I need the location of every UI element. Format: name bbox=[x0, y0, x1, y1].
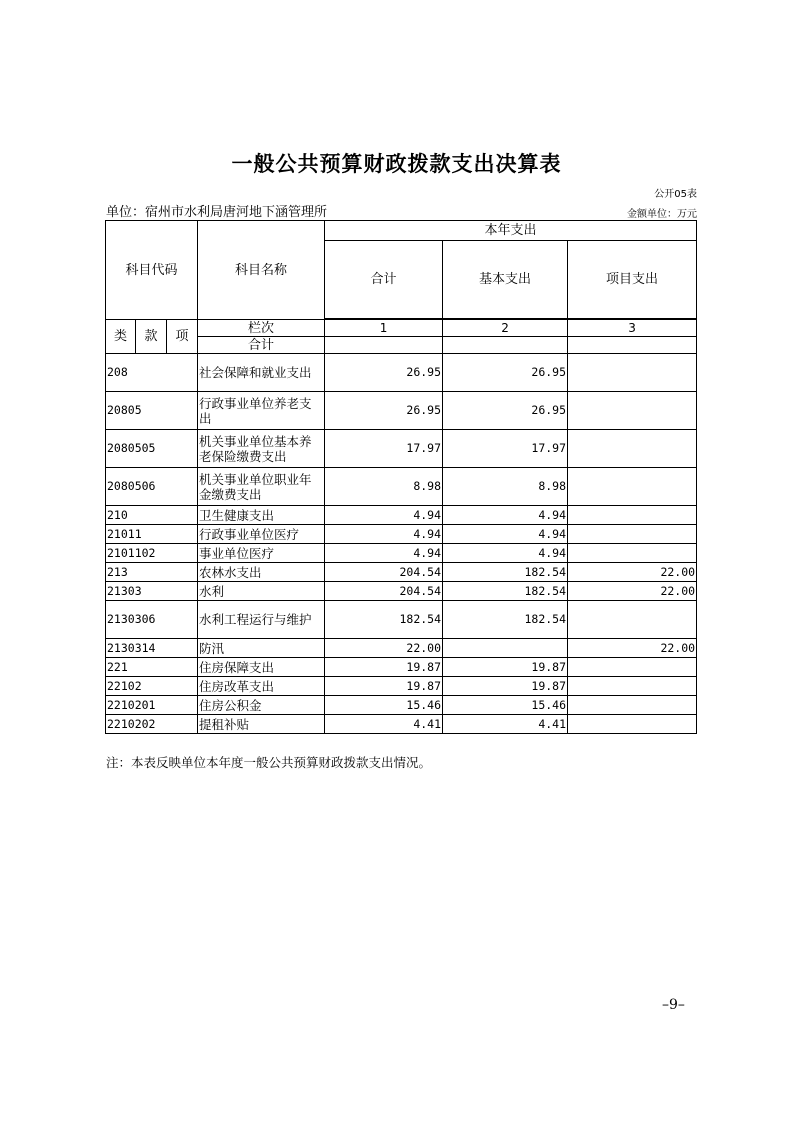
row-name: 行政事业单位养老支出 bbox=[198, 392, 325, 430]
table-row bbox=[106, 525, 697, 544]
row-basic: 8.98 bbox=[443, 468, 568, 506]
row-code: 2210201 bbox=[106, 696, 198, 715]
row-project bbox=[568, 430, 697, 468]
table-row bbox=[106, 696, 697, 715]
row-project bbox=[568, 677, 697, 696]
row-basic: 4.94 bbox=[443, 506, 568, 525]
row-total: 182.54 bbox=[325, 601, 443, 639]
row-basic: 4.94 bbox=[443, 544, 568, 563]
row-total: 4.94 bbox=[325, 544, 443, 563]
row-total: 19.87 bbox=[325, 658, 443, 677]
row-basic: 182.54 bbox=[443, 563, 568, 582]
form-number: 公开05表 bbox=[654, 189, 697, 200]
row-code: 22102 bbox=[106, 677, 198, 696]
row-code: 2130314 bbox=[106, 639, 198, 658]
header-row-1 bbox=[106, 221, 697, 241]
row-basic: 17.97 bbox=[443, 430, 568, 468]
row-code: 21011 bbox=[106, 525, 198, 544]
row-total: 17.97 bbox=[325, 430, 443, 468]
row-code: 210 bbox=[106, 506, 198, 525]
row-basic: 15.46 bbox=[443, 696, 568, 715]
row-code: 221 bbox=[106, 658, 198, 677]
row-name: 卫生健康支出 bbox=[198, 506, 325, 525]
row-total: 204.54 bbox=[325, 563, 443, 582]
row-project bbox=[568, 468, 697, 506]
table-row bbox=[106, 468, 697, 506]
row-name: 农林水支出 bbox=[198, 563, 325, 582]
header-total: 合计 bbox=[325, 241, 443, 319]
sum-project-cell bbox=[568, 337, 697, 354]
row-name: 水利 bbox=[198, 582, 325, 601]
row-project bbox=[568, 354, 697, 392]
row-total: 4.41 bbox=[325, 715, 443, 734]
row-basic: 182.54 bbox=[443, 601, 568, 639]
row-project bbox=[568, 601, 697, 639]
table-note: 注：本表反映单位本年度一般公共预算财政拨款支出情况。 bbox=[106, 755, 432, 770]
sum-total-cell bbox=[325, 337, 443, 354]
table-row bbox=[106, 563, 697, 582]
row-name: 住房改革支出 bbox=[198, 677, 325, 696]
money-unit: 金额单位：万元 bbox=[627, 209, 697, 220]
table-row bbox=[106, 354, 697, 392]
row-name: 提租补贴 bbox=[198, 715, 325, 734]
table-row bbox=[106, 601, 697, 639]
row-code: 2080506 bbox=[106, 468, 198, 506]
row-name: 防汛 bbox=[198, 639, 325, 658]
row-total: 4.94 bbox=[325, 525, 443, 544]
row-project bbox=[568, 715, 697, 734]
row-total: 204.54 bbox=[325, 582, 443, 601]
row-code: 2130306 bbox=[106, 601, 198, 639]
header-xiang: 项 bbox=[167, 320, 198, 354]
row-name: 水利工程运行与维护 bbox=[198, 601, 325, 639]
row-code: 208 bbox=[106, 354, 198, 392]
sum-basic-cell bbox=[443, 337, 568, 354]
row-total: 26.95 bbox=[325, 354, 443, 392]
row-name: 机关事业单位职业年金缴费支出 bbox=[198, 468, 325, 506]
row-code: 2101102 bbox=[106, 544, 198, 563]
row-basic bbox=[443, 639, 568, 658]
row-project bbox=[568, 392, 697, 430]
row-name: 社会保障和就业支出 bbox=[198, 354, 325, 392]
reporting-unit: 单位：宿州市水利局唐河地下涵管理所 bbox=[106, 205, 328, 220]
header-code: 科目代码 bbox=[106, 221, 198, 320]
row-project bbox=[568, 506, 697, 525]
column-number-row bbox=[106, 320, 697, 337]
table-row bbox=[106, 658, 697, 677]
row-basic: 26.95 bbox=[443, 354, 568, 392]
row-name: 住房公积金 bbox=[198, 696, 325, 715]
header-basic: 基本支出 bbox=[443, 241, 568, 319]
header-project: 项目支出 bbox=[568, 241, 697, 319]
row-name: 住房保障支出 bbox=[198, 658, 325, 677]
column-label: 栏次 bbox=[198, 320, 325, 337]
table-row bbox=[106, 582, 697, 601]
col-number-2: 2 bbox=[443, 320, 568, 337]
row-code: 20805 bbox=[106, 392, 198, 430]
sum-label: 合计 bbox=[198, 337, 325, 354]
table-row bbox=[106, 639, 697, 658]
row-total: 4.94 bbox=[325, 506, 443, 525]
table-row bbox=[106, 506, 697, 525]
col-number-1: 1 bbox=[325, 320, 443, 337]
table-row bbox=[106, 544, 697, 563]
row-code: 21303 bbox=[106, 582, 198, 601]
row-project bbox=[568, 696, 697, 715]
row-total: 19.87 bbox=[325, 677, 443, 696]
row-basic: 182.54 bbox=[443, 582, 568, 601]
table-row bbox=[106, 430, 697, 468]
col-number-3: 3 bbox=[568, 320, 697, 337]
row-basic: 26.95 bbox=[443, 392, 568, 430]
table-row bbox=[106, 677, 697, 696]
header-current-year: 本年支出 bbox=[325, 221, 697, 241]
row-code: 213 bbox=[106, 563, 198, 582]
row-basic: 4.41 bbox=[443, 715, 568, 734]
header-name: 科目名称 bbox=[198, 221, 325, 320]
row-name: 事业单位医疗 bbox=[198, 544, 325, 563]
page-title: 一般公共预算财政拨款支出决算表 bbox=[231, 152, 562, 176]
row-project: 22.00 bbox=[568, 582, 697, 601]
row-total: 8.98 bbox=[325, 468, 443, 506]
row-code: 2210202 bbox=[106, 715, 198, 734]
expenditure-table bbox=[105, 220, 697, 734]
row-total: 26.95 bbox=[325, 392, 443, 430]
row-project: 22.00 bbox=[568, 639, 697, 658]
row-project bbox=[568, 658, 697, 677]
row-name: 行政事业单位医疗 bbox=[198, 525, 325, 544]
header-lei: 类 bbox=[106, 320, 136, 354]
table-row bbox=[106, 715, 697, 734]
row-total: 15.46 bbox=[325, 696, 443, 715]
page-number: –9– bbox=[662, 997, 685, 1013]
row-project: 22.00 bbox=[568, 563, 697, 582]
row-basic: 4.94 bbox=[443, 525, 568, 544]
header-kuan: 款 bbox=[136, 320, 167, 354]
table-row bbox=[106, 392, 697, 430]
row-project bbox=[568, 544, 697, 563]
row-total: 22.00 bbox=[325, 639, 443, 658]
row-basic: 19.87 bbox=[443, 677, 568, 696]
row-basic: 19.87 bbox=[443, 658, 568, 677]
row-code: 2080505 bbox=[106, 430, 198, 468]
row-name: 机关事业单位基本养老保险缴费支出 bbox=[198, 430, 325, 468]
row-project bbox=[568, 525, 697, 544]
